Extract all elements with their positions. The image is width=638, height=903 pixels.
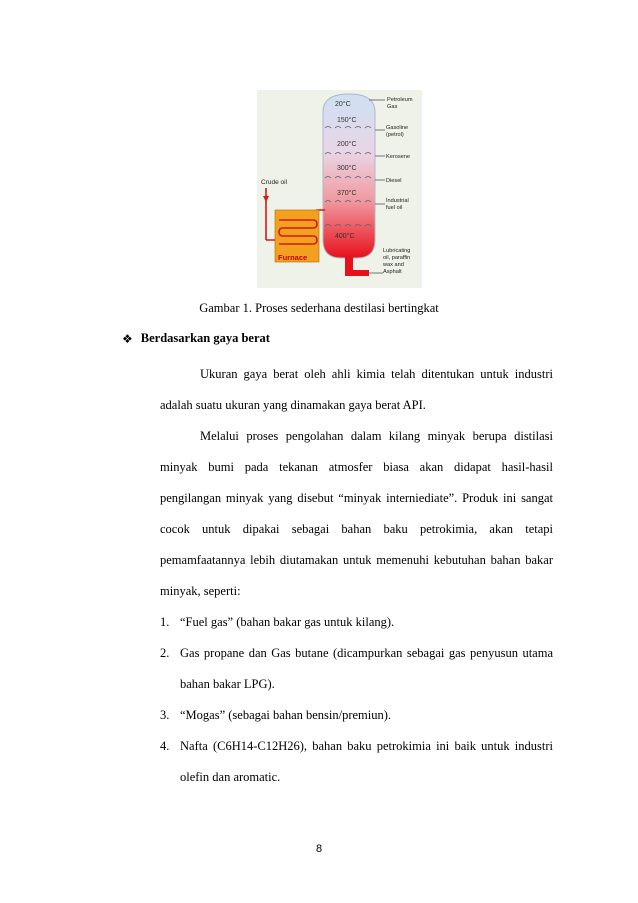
paragraph-line xyxy=(160,359,553,390)
product-label: Gasoline xyxy=(386,125,409,131)
paragraph xyxy=(160,421,553,607)
list-text: Gas propane dan Gas butane (dicampurkan sebagai gas penyusun utama xyxy=(180,646,553,660)
section-heading-text: Berdasarkan gaya berat xyxy=(140,331,270,345)
temp-label: 370°C xyxy=(337,190,357,197)
product-label: Petroleum xyxy=(387,97,413,103)
temp-label: 300°C xyxy=(337,165,357,172)
product-label: fuel oil xyxy=(386,205,403,211)
list-text: “Mogas” (sebagai bahan bensin/premiun). xyxy=(180,708,392,722)
paragraph-line: cocok untuk dipakai sebagai bahan baku petrokimia, akan tetapi xyxy=(160,522,553,536)
page-number: 8 xyxy=(315,843,323,855)
product-label: Lubricating xyxy=(383,248,411,254)
list-text: “Fuel gas” (bahan bakar gas untuk kilang). xyxy=(180,615,395,629)
list-number: 3. xyxy=(160,708,170,722)
product-label: wax and xyxy=(383,262,404,268)
list-number: 4. xyxy=(160,739,170,753)
list-item xyxy=(160,607,553,638)
product-label: Diesel xyxy=(386,178,402,184)
list-text: olefin dan aromatic. xyxy=(180,770,281,784)
section-heading xyxy=(122,331,270,346)
paragraph-line: Melalui proses pengolahan dalam kilang minyak berupa distilasi xyxy=(200,429,553,443)
temp-label: 400°C xyxy=(335,233,355,240)
crude-oil-label: Crude oil xyxy=(261,179,288,186)
distillation-diagram xyxy=(257,90,422,288)
product-label: (petrol) xyxy=(386,132,404,138)
paragraph-line: minyak, seperti: xyxy=(160,584,241,598)
product-label: Gas xyxy=(387,104,398,110)
paragraph-line: pemamfaatannya lebih diutamakan untuk memenuhi kebutuhan bahan bakar xyxy=(160,553,553,567)
paragraph-line: adalah suatu ukuran yang dinamakan gaya berat API. xyxy=(160,398,426,412)
paragraph-line: minyak bumi pada tekanan atmosfer biasa akan didapat hasil-hasil xyxy=(160,460,553,474)
list-text: Nafta (C6H14-C12H26), bahan baku petrokimia ini baik untuk industri xyxy=(180,739,553,753)
list-item-continuation xyxy=(160,669,553,700)
diamond-bullet-icon: ❖ xyxy=(122,331,133,346)
product-label: Asphalt xyxy=(383,269,402,275)
temp-label: 150°C xyxy=(337,117,357,124)
product-label: Kerosene xyxy=(386,154,410,160)
temp-label: 20°C xyxy=(335,101,351,108)
list-number: 2. xyxy=(160,646,170,660)
list-text: bahan bakar LPG). xyxy=(180,677,275,691)
product-label: oil, paraffin xyxy=(383,255,411,261)
list-item xyxy=(160,700,553,731)
paragraph-line-text: Ukuran gaya berat oleh ahli kimia telah ditentukan untuk industri xyxy=(200,367,553,381)
paragraph-line: pengilangan minyak yang disebut “minyak interniediate”. Produk ini sangat xyxy=(160,491,553,505)
list-item-continuation xyxy=(160,762,553,793)
figure-caption: Gambar 1. Proses sederhana destilasi bertingkat xyxy=(199,301,439,315)
temp-label: 200°C xyxy=(337,141,357,148)
list-item xyxy=(160,731,553,762)
furnace-label: Furnace xyxy=(278,253,308,262)
list-number: 1. xyxy=(160,615,170,629)
product-label: Industrial xyxy=(386,198,409,204)
list-item xyxy=(160,638,553,669)
